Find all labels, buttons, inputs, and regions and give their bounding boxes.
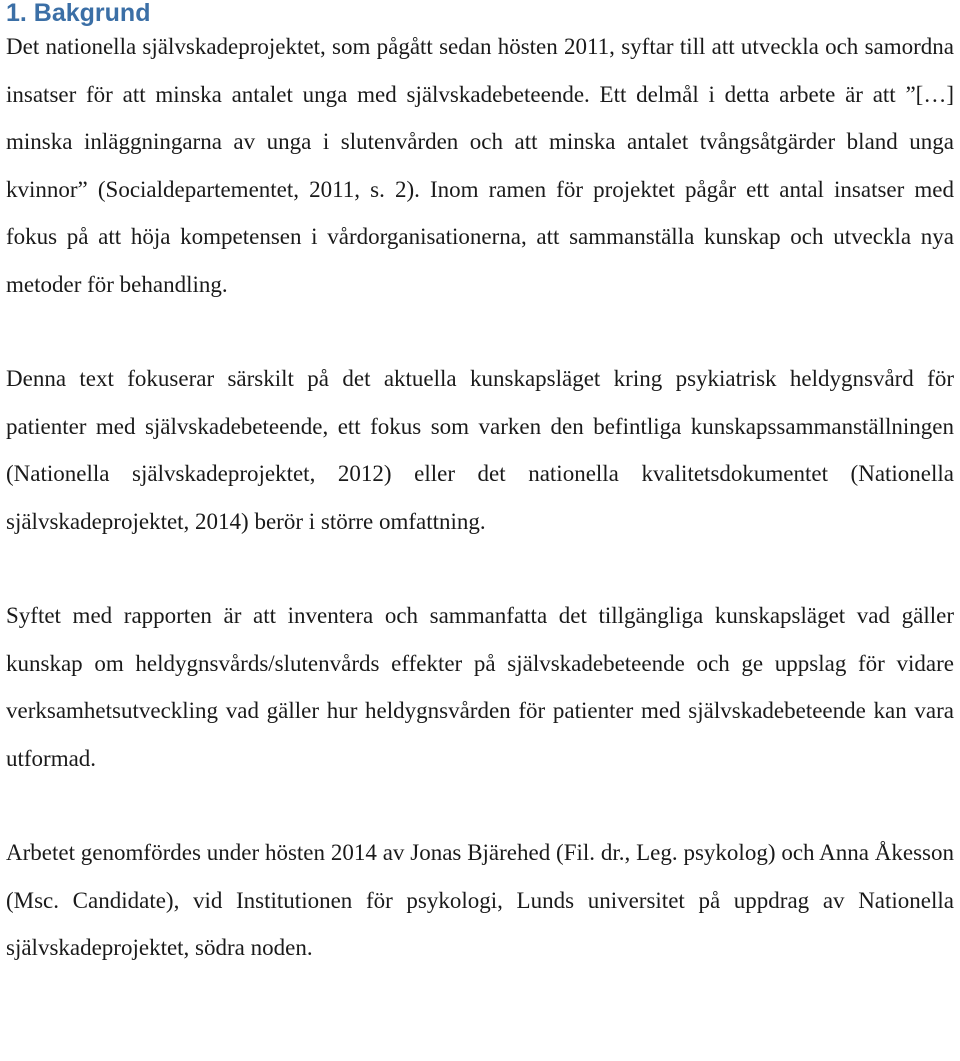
paragraph-authors: Arbetet genomfördes under hösten 2014 av Jonas Bjärehed (Fil. dr., Leg. psykolog) och Anna Åkesson (Msc. Candidate), vid Institutionen för psykologi, Lunds universitet på uppdrag av Nationella självskadeprojektet, södra noden.	[6, 840, 954, 960]
paragraph-background: Det nationella självskadeprojektet, som pågått sedan hösten 2011, syftar till att utveckla och samordna insatser för att minska antalet unga med självskadebeteende. Ett delmål i detta arbete är att ”[…] minska inläggningarna av unga i slutenvården och att minska antalet tvångsåtgärder bland unga kvinnor” (Socialdepartementet, 2011, s. 2). Inom ramen för projektet pågår ett antal insatser med fokus på att höja kompetensen i vårdorganisationerna, att sammanställa kunskap och utveckla nya metoder för behandling.	[6, 34, 954, 297]
paragraph-focus: Denna text fokuserar särskilt på det aktuella kunskapsläget kring psykiatrisk heldygnsvård för patienter med självskadebeteende, ett fokus som varken den befintliga kunskapssammanställningen (Nationella självskadeprojektet, 2012) eller det nationella kvalitetsdokumentet (Nationella självskadeprojektet, 2014) berör i större omfattning.	[6, 366, 954, 534]
section-heading: 1. Bakgrund	[6, 0, 151, 27]
document-page	[6, 0, 954, 972]
paragraph-purpose: Syftet med rapporten är att inventera och sammanfatta det tillgängliga kunskapsläget vad gäller kunskap om heldygnsvårds/slutenvårds effekter på självskadebeteende och ge uppslag för vidare verksamhetsutveckling vad gäller hur heldygnsvården för patienter med självskadebeteende kan vara utformad.	[6, 603, 954, 771]
